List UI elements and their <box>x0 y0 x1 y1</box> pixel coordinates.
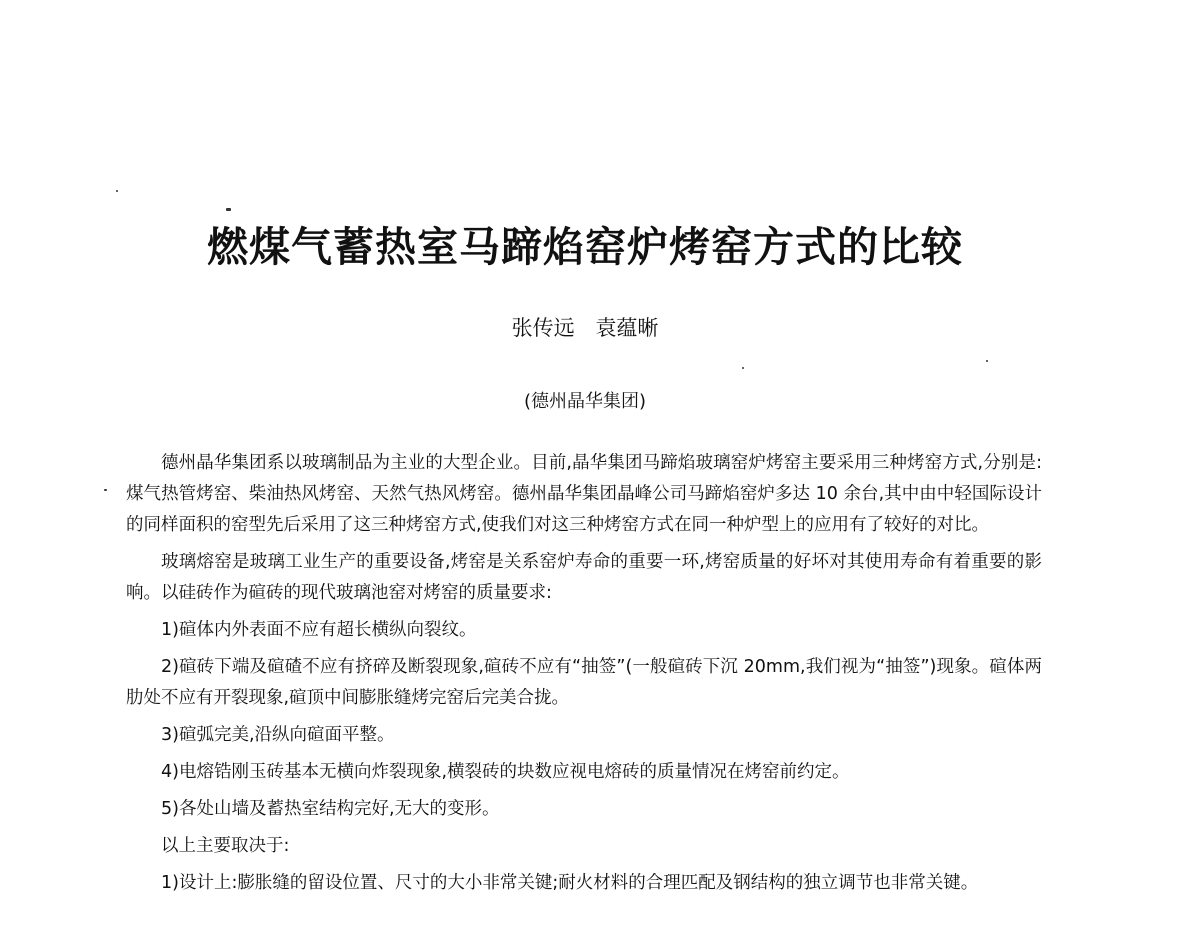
scan-speck <box>116 190 118 192</box>
list-item: 1)设计上:膨胀缝的留设位置、尺寸的大小非常关键;耐火材料的合理匹配及钢结构的独立调节也非常关键。 <box>161 873 979 893</box>
paper-title: 燃煤气蓄热室马蹄焰窑炉烤窑方式的比较 <box>207 223 963 271</box>
paragraph-summary: 以上主要取决于: <box>161 836 290 856</box>
list-item: 4)电熔锆刚玉砖基本无横向炸裂现象,横裂砖的块数应视电熔砖的质量情况在烤窑前约定。 <box>161 762 850 782</box>
list-item: 5)各处山墙及蓄热室结构完好,无大的变形。 <box>161 799 500 819</box>
scan-speck <box>104 489 107 491</box>
list-item: 1)碹体内外表面不应有超长横纵向裂纹。 <box>161 620 477 640</box>
scan-speck <box>742 367 744 369</box>
list-item: 3)碹弧完美,沿纵向碹面平整。 <box>161 725 395 745</box>
list-item: 2)碹砖下端及碹碴不应有挤碎及断裂现象,碹砖不应有“抽签”(一般碹砖下沉 20mm,我们视为“抽签”)现象。碹体两肋处不应有开裂现象,碹顶中间膨胀缝烤完窑后完美合拢。 <box>126 657 1042 708</box>
body-text <box>126 448 1042 905</box>
scan-speck <box>226 208 231 211</box>
paragraph-intro: 德州晶华集团系以玻璃制品为主业的大型企业。目前,晶华集团马蹄焰玻璃窑炉烤窑主要采用三种烤窑方式,分别是:煤气热管烤窑、柴油热风烤窑、天然气热风烤窑。德州晶华集团晶峰公司马蹄焰窑炉多达 10 余台,其中由中轻国际设计的同样面积的窑型先后采用了这三种烤窑方式,使我们对这三种烤窑方式在同一种炉型上的应用有了较好的对比。 <box>126 453 1042 535</box>
author-list: 张传远 袁蕴晰 <box>511 316 659 340</box>
affiliation: (德州晶华集团) <box>523 391 647 412</box>
scan-speck <box>986 360 988 362</box>
paragraph-requirements: 玻璃熔窑是玻璃工业生产的重要设备,烤窑是关系窑炉寿命的重要一环,烤窑质量的好坏对其使用寿命有着重要的影响。以硅砖作为碹砖的现代玻璃池窑对烤窑的质量要求: <box>126 552 1042 603</box>
